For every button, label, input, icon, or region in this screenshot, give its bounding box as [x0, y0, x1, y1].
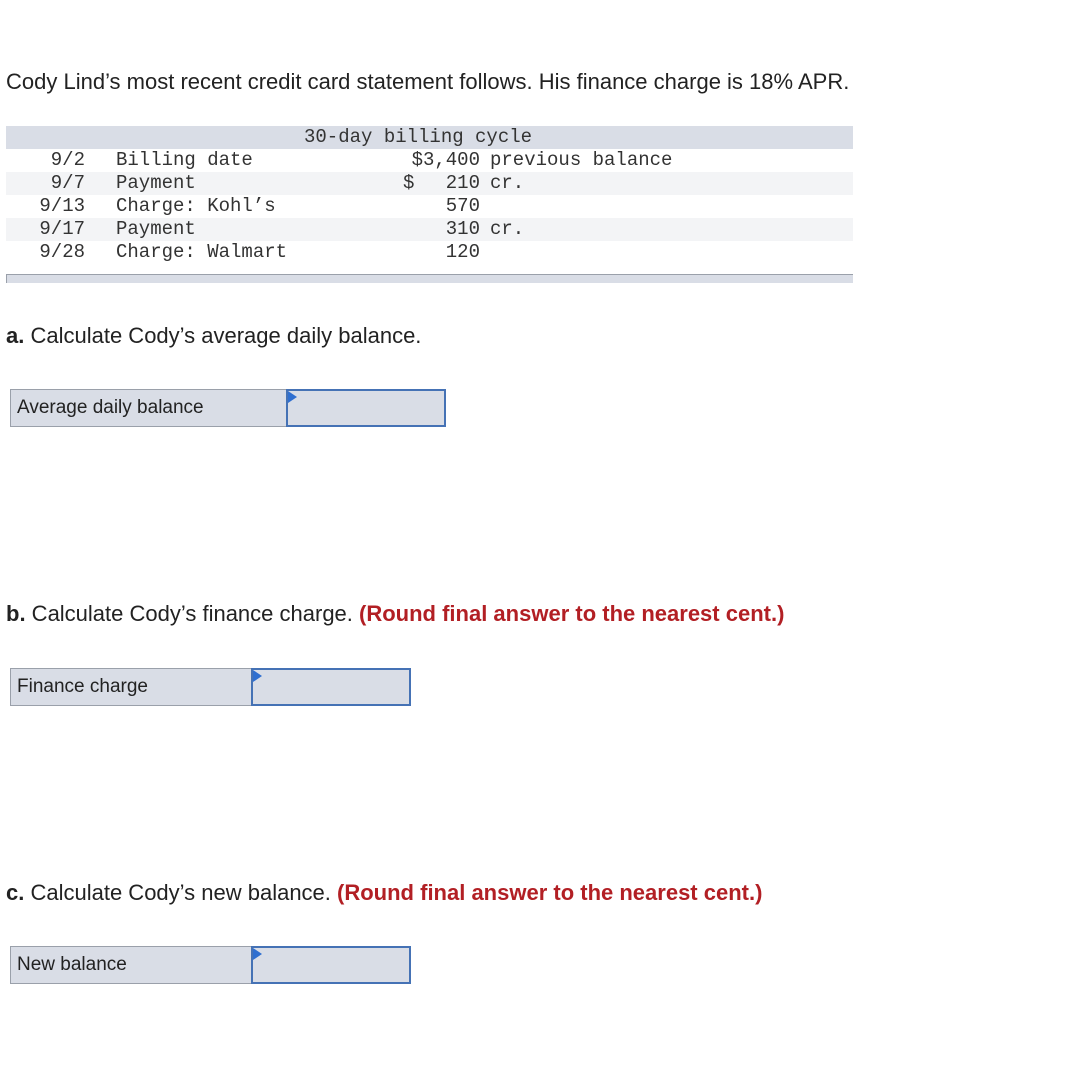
- question-c: [6, 878, 762, 908]
- row-description: Charge: Walmart: [116, 241, 288, 263]
- table-row: [6, 195, 853, 218]
- question-c-rounding-note: (Round final answer to the nearest cent.): [337, 880, 763, 905]
- row-description: Charge: Kohl’s: [116, 195, 276, 217]
- question-c-text: Calculate Cody’s new balance.: [24, 880, 338, 905]
- question-b-rounding-note: (Round final answer to the nearest cent.): [359, 601, 785, 626]
- row-date: 9/7: [50, 172, 85, 194]
- row-date: 9/2: [50, 149, 85, 171]
- row-date: 9/13: [39, 195, 85, 217]
- answer-row-c: [10, 946, 411, 984]
- table-row: [6, 241, 853, 264]
- average-daily-balance-label: Average daily balance: [10, 389, 286, 427]
- answer-row-b: [10, 668, 411, 706]
- row-note: previous balance: [490, 149, 673, 171]
- input-flag-icon: [253, 948, 262, 960]
- row-amount: 120: [445, 241, 480, 263]
- question-a-letter: a.: [6, 323, 25, 348]
- row-note: cr.: [490, 172, 525, 194]
- question-b-letter: b.: [6, 601, 26, 626]
- statement-header: [6, 126, 853, 149]
- question-a-text: Calculate Cody’s average daily balance.: [24, 323, 422, 348]
- question-b-text: Calculate Cody’s finance charge.: [25, 601, 360, 626]
- billing-cycle-title: 30-day billing cycle: [304, 126, 533, 148]
- row-amount: 210: [445, 172, 480, 194]
- new-balance-input[interactable]: [251, 946, 411, 984]
- table-row: [6, 218, 853, 241]
- row-description: Payment: [116, 218, 196, 240]
- question-b: [6, 599, 784, 629]
- input-flag-icon: [253, 670, 262, 682]
- new-balance-label: New balance: [10, 946, 251, 984]
- question-a: [6, 321, 421, 351]
- problem-intro: Cody Lind’s most recent credit card statement follows. His finance charge is 18% APR.: [6, 69, 850, 94]
- average-daily-balance-input[interactable]: [286, 389, 446, 427]
- row-description: Billing date: [116, 149, 253, 171]
- table-row: [6, 149, 853, 172]
- table-row: [6, 172, 853, 195]
- row-amount: $3,400: [411, 149, 480, 171]
- row-date: 9/28: [39, 241, 85, 263]
- row-description: Payment: [116, 172, 196, 194]
- row-amount: 570: [445, 195, 480, 217]
- row-date: 9/17: [39, 218, 85, 240]
- answer-row-a: [10, 389, 446, 427]
- statement-footer-bar: [6, 274, 853, 283]
- question-c-letter: c.: [6, 880, 25, 905]
- finance-charge-label: Finance charge: [10, 668, 251, 706]
- input-flag-icon: [288, 391, 297, 403]
- row-note: cr.: [490, 218, 525, 240]
- finance-charge-input[interactable]: [251, 668, 411, 706]
- row-amount: 310: [445, 218, 480, 240]
- row-dollar-sign: $: [403, 172, 415, 194]
- statement-table: [6, 126, 853, 264]
